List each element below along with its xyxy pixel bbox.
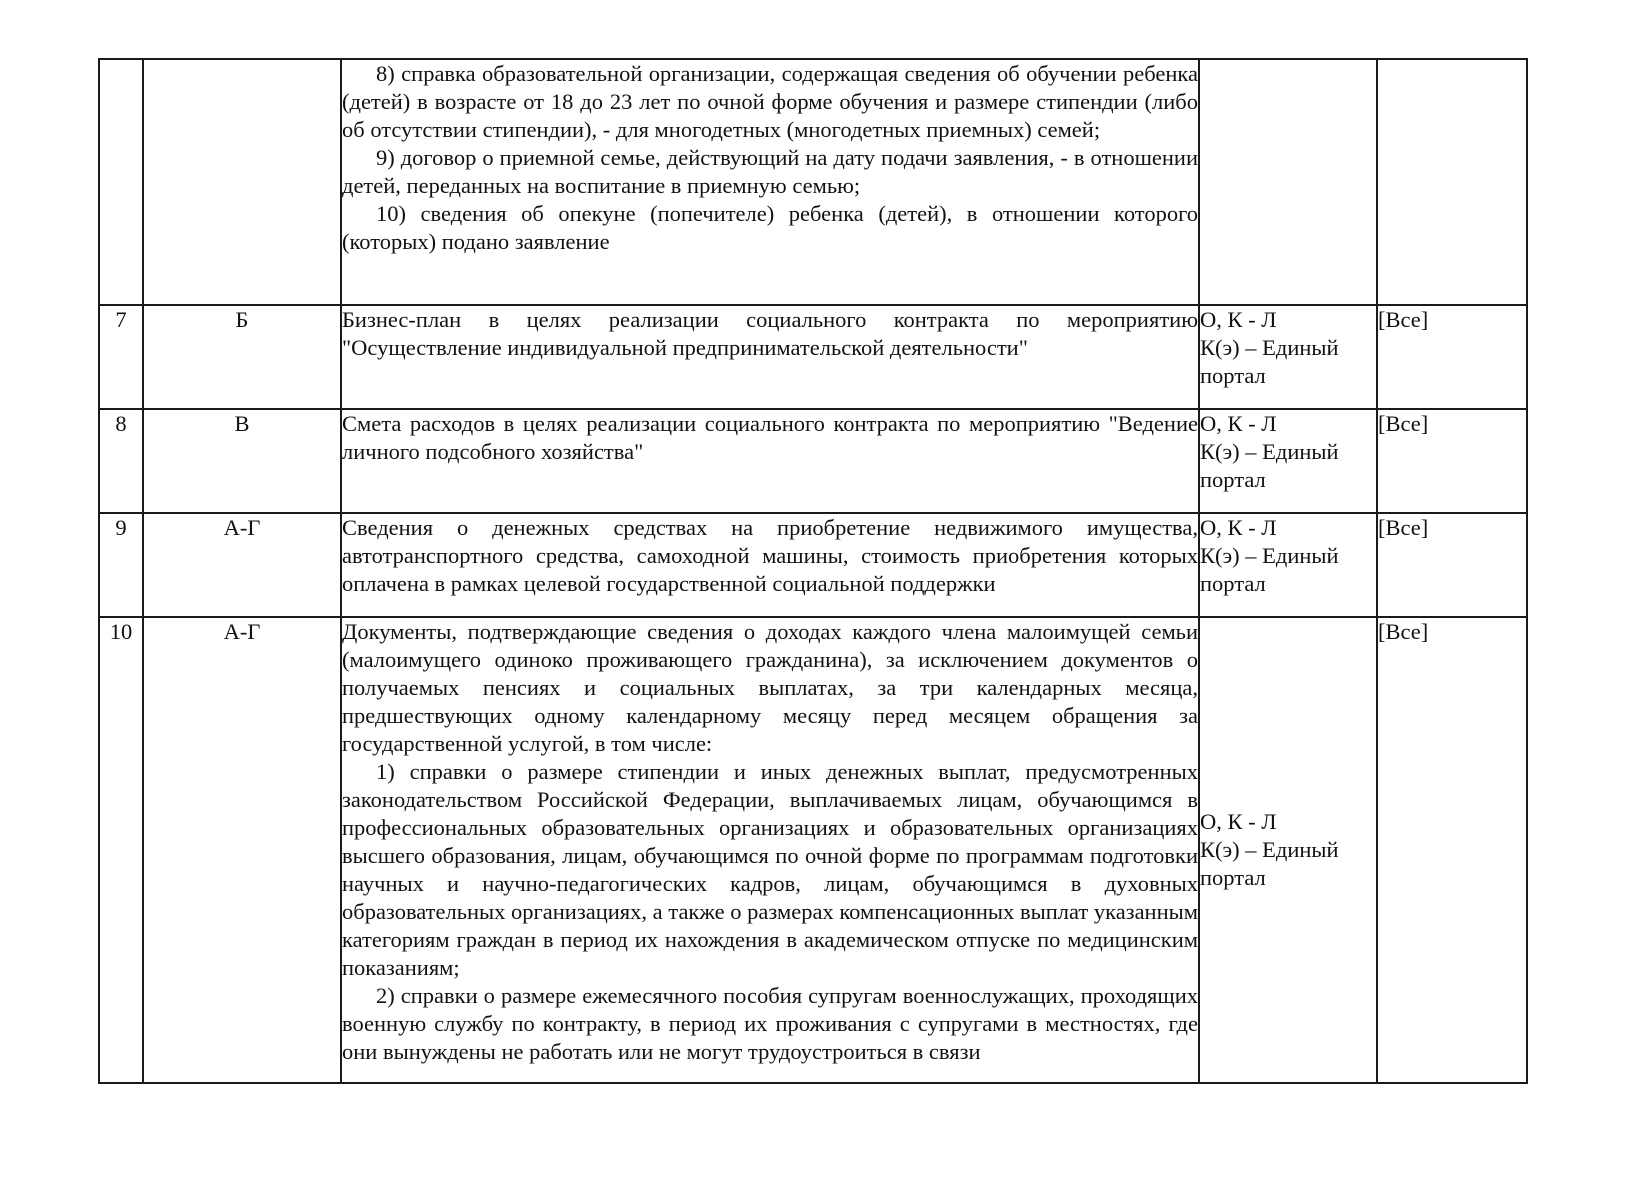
description-paragraph: 10) сведения об опекуне (попечителе) ребенка (детей), в отношении которого (которых) подано заявление	[342, 201, 1198, 254]
form-line: К(э) – Единый	[1200, 335, 1339, 360]
documents-table	[98, 58, 1528, 1084]
applicant-cell: [Все]	[1377, 617, 1527, 1083]
row-number-cell: 9	[99, 513, 143, 617]
category-cell: А-Г	[143, 513, 341, 617]
form-line: К(э) – Единый	[1200, 543, 1339, 568]
table-row	[99, 305, 1527, 409]
row-number-cell: 10	[99, 617, 143, 1083]
form-line: О, К - Л	[1200, 411, 1277, 436]
description-paragraph: Смета расходов в целях реализации социального контракта по мероприятию "Ведение личного подсобного хозяйства"	[342, 411, 1198, 464]
category-cell: В	[143, 409, 341, 513]
form-line: К(э) – Единый	[1200, 837, 1339, 862]
form-line: О, К - Л	[1200, 515, 1277, 540]
form-line: О, К - Л	[1200, 809, 1277, 834]
category-cell	[143, 59, 341, 305]
form-line: портал	[1200, 571, 1266, 596]
table-row	[99, 617, 1527, 1083]
description-paragraph: Документы, подтверждающие сведения о доходах каждого члена малоимущей семьи (малоимущего одиноко проживающего гражданина), за исключением документов о получаемых пенсиях и социальных выплатах, за три календарных месяца, предшествующих одному календарному месяцу перед месяцем обращения за государственной услугой, в том числе:	[342, 619, 1198, 756]
description-paragraph: Сведения о денежных средствах на приобретение недвижимого имущества, автотранспортного средства, самоходной машины, стоимость приобретения которых оплачена в рамках целевой государственной социальной поддержки	[342, 515, 1198, 596]
form-line: О, К - Л	[1200, 307, 1277, 332]
applicant-cell: [Все]	[1377, 305, 1527, 409]
row-number-cell	[99, 59, 143, 305]
description-cell	[341, 409, 1199, 513]
submission-form-cell	[1199, 409, 1377, 513]
row-number-cell: 7	[99, 305, 143, 409]
table-row	[99, 513, 1527, 617]
row-number-cell: 8	[99, 409, 143, 513]
description-paragraph: Бизнес-план в целях реализации социального контракта по мероприятию "Осуществление индивидуальной предпринимательской деятельности"	[342, 307, 1198, 360]
applicant-cell: [Все]	[1377, 409, 1527, 513]
applicant-cell	[1377, 59, 1527, 305]
description-paragraph: 9) договор о приемной семье, действующий на дату подачи заявления, - в отношении детей, переданных на воспитание в приемную семью;	[342, 145, 1198, 198]
description-cell	[341, 59, 1199, 305]
category-cell: А-Г	[143, 617, 341, 1083]
submission-form-cell	[1199, 59, 1377, 305]
submission-form-cell	[1199, 305, 1377, 409]
table-row	[99, 59, 1527, 305]
description-cell	[341, 617, 1199, 1083]
category-cell: Б	[143, 305, 341, 409]
description-paragraph: 1) справки о размере стипендии и иных денежных выплат, предусмотренных законодательством Российской Федерации, выплачиваемых лицам, обучающимся в профессиональных образовательных организациях и образовательных организациях высшего образования, лицам, обучающимся по очной форме по программам подготовки научных и научно-педагогических кадров, лицам, обучающимся в духовных образовательных организациях, а также о размерах компенсационных выплат указанным категориям граждан в период их нахождения в академическом отпуске по медицинским показаниям;	[342, 759, 1198, 980]
submission-form-cell	[1199, 513, 1377, 617]
form-line: портал	[1200, 363, 1266, 388]
description-paragraph: 8) справка образовательной организации, содержащая сведения об обучении ребенка (детей) в возрасте от 18 до 23 лет по очной форме обучения и размере стипендии (либо об отсутствии стипендии), - для многодетных (многодетных приемных) семей;	[342, 61, 1198, 142]
submission-form-cell	[1199, 617, 1377, 1083]
description-cell	[341, 513, 1199, 617]
description-cell	[341, 305, 1199, 409]
applicant-cell: [Все]	[1377, 513, 1527, 617]
form-line: портал	[1200, 467, 1266, 492]
form-line: К(э) – Единый	[1200, 439, 1339, 464]
form-line: портал	[1200, 865, 1266, 890]
table-row	[99, 409, 1527, 513]
description-paragraph: 2) справки о размере ежемесячного пособия супругам военнослужащих, проходящих военную службу по контракту, в период их проживания с супругами в местностях, где они вынуждены не работать или не могут трудоустроиться в связи	[342, 983, 1198, 1064]
